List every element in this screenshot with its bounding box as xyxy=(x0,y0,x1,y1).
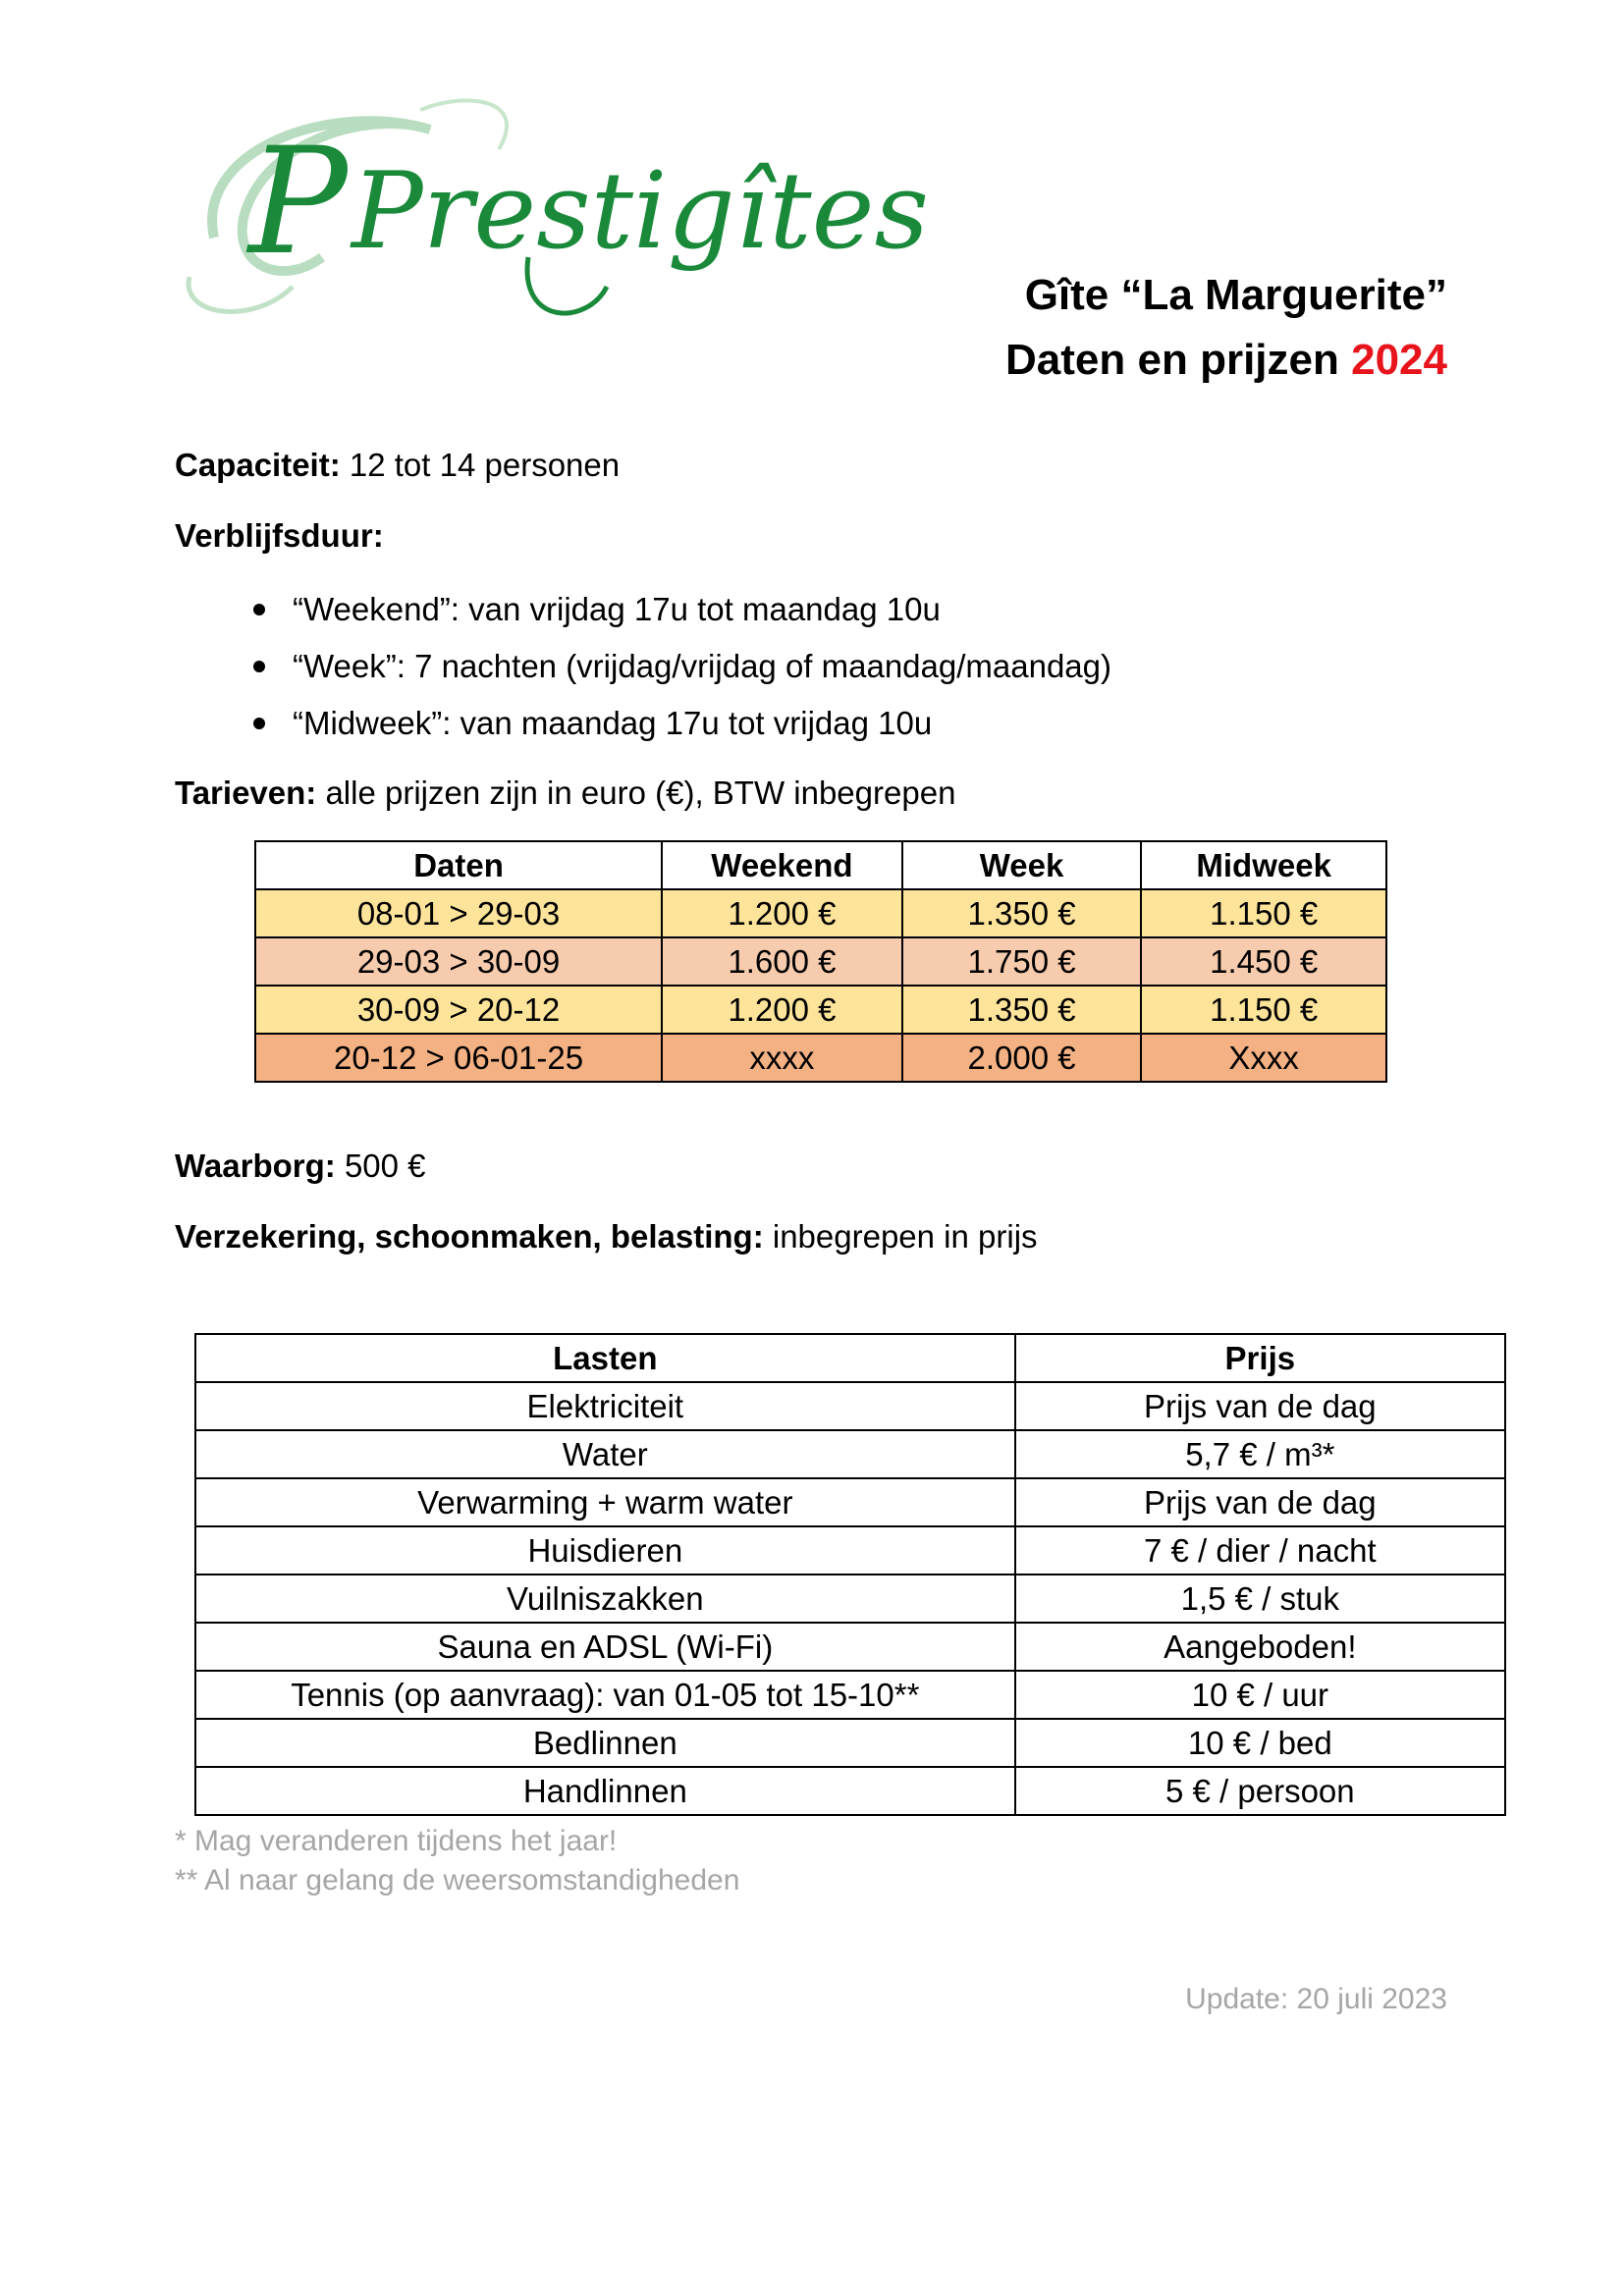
table-row xyxy=(255,1034,1386,1082)
capaciteit-label: Capaciteit: xyxy=(175,447,341,483)
cell: 1.200 € xyxy=(662,889,902,937)
cell: 1.750 € xyxy=(902,937,1142,986)
footnote-1: * Mag veranderen tijdens het jaar! xyxy=(175,1825,618,1857)
table-row xyxy=(255,889,1386,937)
table-row xyxy=(195,1767,1505,1815)
capaciteit-value: 12 tot 14 personen xyxy=(340,447,621,483)
table-header-row xyxy=(195,1334,1505,1382)
tarieven-line xyxy=(175,772,955,815)
tarieven-label: Tarieven: xyxy=(175,774,317,811)
table-row xyxy=(195,1478,1505,1526)
header-week: Week xyxy=(902,841,1142,889)
cell: 1.200 € xyxy=(662,986,902,1034)
cell: 1.450 € xyxy=(1141,937,1386,986)
cell: Tennis (op aanvraag): van 01-05 tot 15-10** xyxy=(195,1671,1015,1719)
list-item: “Week”: 7 nachten (vrijdag/vrijdag of maandag/maandag) xyxy=(253,638,1111,695)
table-row xyxy=(195,1526,1505,1575)
table-row xyxy=(255,986,1386,1034)
cell: Huisdieren xyxy=(195,1526,1015,1575)
waarborg-label: Waarborg: xyxy=(175,1148,336,1184)
cell: 1.150 € xyxy=(1141,889,1386,937)
cell: Prijs van de dag xyxy=(1015,1382,1505,1430)
cell: xxxx xyxy=(662,1034,902,1082)
title-year: 2024 xyxy=(1351,336,1447,384)
cell: Vuilniszakken xyxy=(195,1575,1015,1623)
table-row xyxy=(195,1382,1505,1430)
header-weekend: Weekend xyxy=(662,841,902,889)
table-row xyxy=(195,1719,1505,1767)
verzekering-value: inbegrepen in prijs xyxy=(763,1218,1038,1255)
cell: 5 € / persoon xyxy=(1015,1767,1505,1815)
cell: 1.350 € xyxy=(902,889,1142,937)
header-prijs: Prijs xyxy=(1015,1334,1505,1382)
table-row xyxy=(195,1623,1505,1671)
cell: 1.150 € xyxy=(1141,986,1386,1034)
logo-text: P xyxy=(248,117,348,288)
cell: Bedlinnen xyxy=(195,1719,1015,1767)
list-item: “Weekend”: van vrijdag 17u tot maandag 10u xyxy=(253,581,1111,638)
waarborg-value: 500 € xyxy=(335,1148,426,1184)
cell: Elektriciteit xyxy=(195,1382,1015,1430)
cell: Handlinnen xyxy=(195,1767,1015,1815)
verblijfsduur-list xyxy=(253,581,1111,752)
cell: Verwarming + warm water xyxy=(195,1478,1015,1526)
capaciteit-line xyxy=(175,444,620,487)
prestigites-logo xyxy=(175,90,929,336)
header-midweek: Midweek xyxy=(1141,841,1386,889)
list-item: “Midweek”: van maandag 17u tot vrijdag 10u xyxy=(253,695,1111,752)
cell: Water xyxy=(195,1430,1015,1478)
cell: 20-12 > 06-01-25 xyxy=(255,1034,662,1082)
cell: 5,7 € / m³* xyxy=(1015,1430,1505,1478)
header-lasten: Lasten xyxy=(195,1334,1015,1382)
title-prefix: Daten en prijzen xyxy=(1005,336,1352,384)
waarborg-line xyxy=(175,1145,426,1188)
tarieven-table xyxy=(254,840,1387,1083)
cell: Xxxx xyxy=(1141,1034,1386,1082)
title-line-2 xyxy=(1005,328,1447,393)
cell: 7 € / dier / nacht xyxy=(1015,1526,1505,1575)
cell: 1,5 € / stuk xyxy=(1015,1575,1505,1623)
verblijfsduur-label xyxy=(175,514,384,558)
cell: Sauna en ADSL (Wi-Fi) xyxy=(195,1623,1015,1671)
cell: 08-01 > 29-03 xyxy=(255,889,662,937)
lasten-table xyxy=(194,1333,1506,1816)
footnote-2: ** Al naar gelang de weersomstandigheden xyxy=(175,1864,740,1896)
table-row xyxy=(255,937,1386,986)
cell: 29-03 > 30-09 xyxy=(255,937,662,986)
cell: 10 € / bed xyxy=(1015,1719,1505,1767)
cell: Aangeboden! xyxy=(1015,1623,1505,1671)
table-header-row xyxy=(255,841,1386,889)
verzekering-line xyxy=(175,1215,1038,1258)
cell: 30-09 > 20-12 xyxy=(255,986,662,1034)
verblijfsduur-heading: Verblijfsduur: xyxy=(175,517,384,554)
update-date: Update: 20 juli 2023 xyxy=(1185,1983,1447,2015)
cell: 1.600 € xyxy=(662,937,902,986)
verzekering-label: Verzekering, schoonmaken, belasting: xyxy=(175,1218,764,1255)
cell: 2.000 € xyxy=(902,1034,1142,1082)
header-daten: Daten xyxy=(255,841,662,889)
logo-text: Prestigîtes xyxy=(352,150,929,273)
table-row xyxy=(195,1671,1505,1719)
table-row xyxy=(195,1430,1505,1478)
title-line-1: Gîte “La Marguerite” xyxy=(1024,271,1447,319)
cell: 1.350 € xyxy=(902,986,1142,1034)
cell: 10 € / uur xyxy=(1015,1671,1505,1719)
tarieven-value: alle prijzen zijn in euro (€), BTW inbegrepen xyxy=(316,774,956,811)
table-row xyxy=(195,1575,1505,1623)
page-title xyxy=(1005,263,1447,393)
cell: Prijs van de dag xyxy=(1015,1478,1505,1526)
